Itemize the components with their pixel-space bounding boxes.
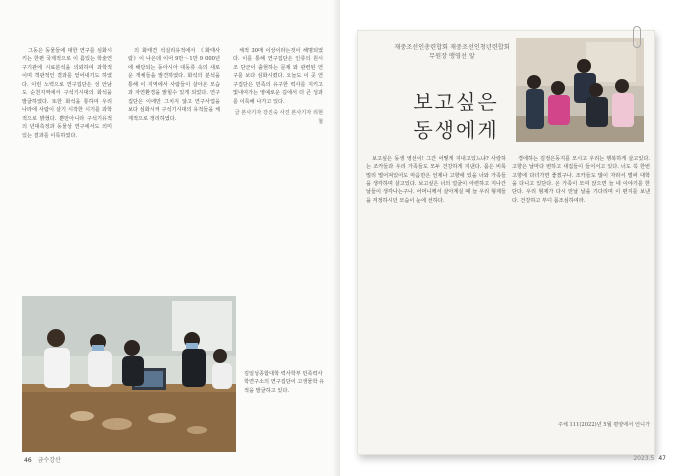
letter-title-line-2: 동생에게 — [413, 118, 499, 142]
photo-caption: 김일성종합대학 력사학부 민족력사학연구소의 연구집단이 고생물학 유적을 발굴하고 있다. — [244, 371, 325, 394]
article-column-2 — [128, 47, 220, 277]
addressee-org: 재중조선인총련합회 재중조선인청년련합회 — [394, 44, 510, 51]
letter-addressee — [372, 43, 532, 61]
page-number: 47 — [658, 455, 666, 462]
family-photo-illustration — [516, 38, 644, 142]
letter-paragraph: 경애하는 김정은동지를 모시고 우리는 행복하게 살고있다. 고향은 날마다 변하고 새집들이 들어서고 있다. 너도 꼭 한번 고향에 다녀가면 좋겠구나. 조카들도 많이 자라서 벌써 대학을 다니고 있단다. 온 가족이 모여 앉으면 늘 네 이야기를 한단다. 우리 형제가 다시 만날 날을 기다리며 이 편지를 보낸다. 건강하고 부디 몸조심하여라. — [512, 156, 650, 204]
byline: 글 본사기자 강진숙 사진 본사기자 리현철 — [234, 110, 323, 125]
paper-clip-icon — [633, 26, 641, 48]
magazine-name: 금수강산 — [37, 457, 61, 464]
letter-column-2 — [512, 155, 650, 451]
addressee-name: 무원장 맹영선 앞 — [429, 53, 475, 60]
letter-column-1 — [366, 155, 506, 451]
research-photo-illustration — [22, 296, 236, 452]
letter-title-line-1: 보고싶은 — [413, 90, 499, 114]
issue-date: 2023.5 — [633, 455, 655, 462]
right-folio — [633, 455, 666, 462]
article-column-3 — [233, 47, 323, 277]
letter-signature: 주체 111(2022)년 5월 평양에서 언니가 — [557, 422, 650, 428]
left-folio — [24, 455, 61, 464]
family-photo — [516, 38, 644, 142]
page-number: 46 — [24, 457, 32, 464]
article-paragraph: 체적 30매 이상이라는것이 해명되였다. 이를 통해 연구집단은 인류의 원시조 단군이 출현하는 문제 와 관련된 연구를 보다 심화시켰다. 오늘도 이 곳 연구집단은 민족의 유구한 력사를 지키고 빛내여가는 영예로운 길에서 더 큰 성과를 이룩해 나가고 있다. — [233, 48, 323, 105]
article-column-1 — [22, 47, 112, 277]
article-paragraph: 그동은 동물들에 대한 연구를 심화시키는 한편 국제적으로 이 름있는 학술연구기관에 시료분석을 의뢰하여 과학적이며 객관적인 결과를 얻어내기도 하였다. 이런 노력으로 연구집단은 성 안남도 순천지역에서 구석기시대의 화석을 발굴하였다. 또한 화석을 통하여 우리 나라에 사람이 살기 시작한 시기를 과학적으로 밝혔다. 뿐만아니라 구석기유적의 년대측정과 동물상 연구에서도 의미있는 결과를 이룩하였다. — [22, 48, 112, 139]
research-team-photo — [22, 296, 236, 452]
letter-paragraph: 보고싶은 동생 영선이! 그간 어떻게 지내고있느냐? 사랑하는 조카들과 우리 가족들도 모두 건강하게 지낸다. 몸은 비록 멀리 떨어져있어도 마음만은 언제나 고향에 있을 너와 가족들을 생각하며 살고있다. 보고싶은 너의 얼굴이 아련하고 지나간 날들이 생각나는구나. 어머니께서 살아계실 때 늘 우리 형제들을 걱정하시던 모습이 눈에 선하다. — [366, 156, 506, 204]
article-paragraph: 의 화태견 석실리유적에서 《화태사람》이 나온데 이어 9만～1만 9 000년에 해당되는 동아시아 대동류 속의 새로운 개체들을 발견하였다. 화석의 분석을 통해 이 지역에서 사람들이 살아온 모습과 자연환경을 밝힐수 있게 되었다. 연구집단은 이에만 그치지 않고 연구사업을 보다 심화시켜 구석기시대의 유적들을 체계적으로 정리하였다. — [128, 48, 220, 122]
